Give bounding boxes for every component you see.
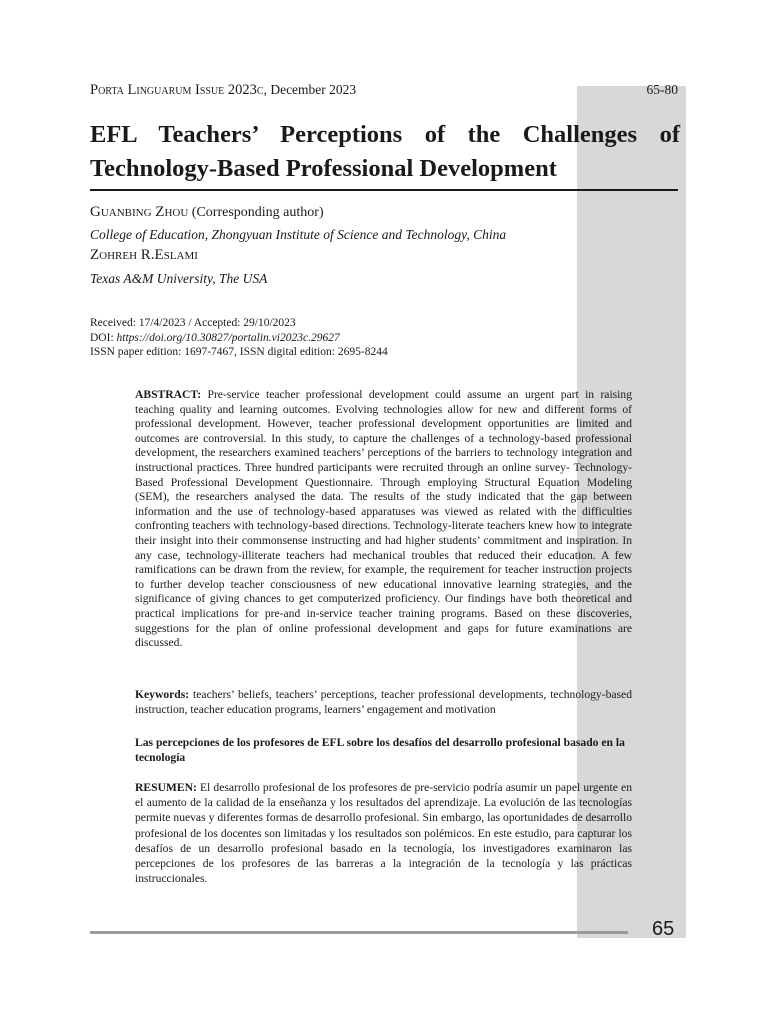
author-1-affiliation: College of Education, Zhongyuan Institute of Science and Technology, China (90, 227, 507, 242)
abstract (135, 388, 632, 651)
received-accepted: Received: 17/4/2023 / Accepted: 29/10/2023 (90, 317, 296, 329)
doi-label: DOI: (90, 331, 117, 344)
author-name: Guanbing Zhou (90, 204, 189, 220)
issn-line: ISSN paper edition: 1697-7467, ISSN digital edition: 2695-8244 (90, 346, 388, 358)
page-range: 65-80 (646, 82, 678, 97)
resumen-label: RESUMEN: (135, 781, 197, 794)
abstract-text: Pre-service teacher professional development could assume an urgent part in raising teaching quality and learning outcomes. Evolving technologies allow for new and different forms of professional development. However, teacher professional development opportunities are limited and outcomes are controversial. In this study, to capture the challenges of a technology-based professional development, the researchers examined teachers’ perceptions of the barriers to technology integration and instructional practices. Three hundred participants were recruited through an online survey- Technology-Based Professional Development Questionnaire. Through employing Structural Equation Modeling (SEM), the researchers analysed the data. The results of the study indicated that the gap between information and the use of technology-based apparatuses was viewed as related with the difficulties confronting teachers with technology-based directions. Technology-literate teachers knew how to integrate their insight into their commonsense instructing and had higher students’ commitment and inspiration. In any case, technology-illiterate teachers had mechanical troubles that reduced their education. A few ramifications can be drawn from the review, for example, the requirement for teacher instruction projects to further develop teacher consciousness of new educational innovative learning strategies, and the significance of giving chances to get computerized proficiency. Our findings have both theoretical and practical implications for pre-and in-service teacher training programs. Based on these discoveries, suggestions for the plan of online professional development and gaps for future examinations are discussed. (135, 388, 632, 650)
keywords (135, 688, 632, 717)
keywords-text: teachers’ beliefs, teachers’ perceptions, teacher professional developments, technology-based instruction, teacher education programs, learners’ engagement and motivation (135, 688, 632, 716)
issue-date: , December 2023 (263, 82, 357, 97)
doi-line (90, 331, 388, 346)
author-1 (90, 204, 324, 221)
spanish-title: Las percepciones de los profesores de EFL sobre los desafíos del desarrollo profesional basado en la tecnología (135, 736, 625, 764)
resumen (135, 780, 632, 886)
keywords-label: Keywords: (135, 688, 190, 701)
author-2-affiliation: Texas A&M University, The USA (90, 271, 268, 286)
running-header (90, 82, 356, 99)
author-note: (Corresponding author) (188, 205, 324, 220)
article-meta (90, 316, 388, 360)
title-divider (90, 189, 678, 191)
journal-name: Porta Linguarum Issue 2023c (90, 82, 264, 98)
page-number: 65 (652, 918, 675, 940)
resumen-text: El desarrollo profesional de los profesores de pre-servicio podría asumir un papel urgente en el aumento de la calidad de la enseñanza y los resultados del aprendizaje. La evolución de las tecnologías permite nuevas y diferentes formas de desarrollo profesional. Sin embargo, las oportunidades de desarrollo profesional de los docentes son limitadas y los resultados son polémicos. En este estudio, para capturar los desafíos de un desarrollo profesional basado en la tecnología, los investigadores examinaron las percepciones de los profesores de las barreras a la integración de la tecnología y las prácticas instruccionales. (135, 781, 632, 886)
author-2 (90, 247, 198, 264)
footer-rule (90, 931, 628, 934)
abstract-label: ABSTRACT: (135, 388, 202, 401)
author-name: Zohreh R.Eslami (90, 247, 198, 263)
article-title: EFL Teachers’ Perceptions of the Challenges of Technology-Based Professional Development (90, 121, 680, 182)
doi-link[interactable]: https://doi.org/10.30827/portalin.vi2023c.29627 (116, 331, 340, 344)
